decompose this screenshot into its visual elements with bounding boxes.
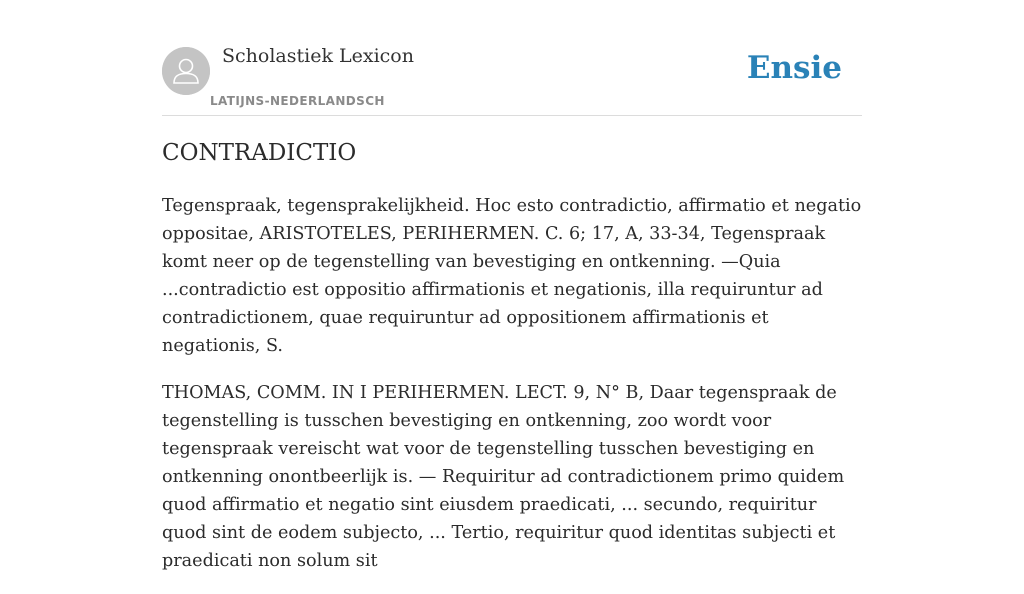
entry-body <box>162 192 862 594</box>
page <box>162 0 862 571</box>
header <box>162 0 862 116</box>
entry-paragraph: Tegenspraak, tegensprakelijkheid. Hoc esto contradictio, affirmatio et negatio oppositae, ARISTOTELES, PERIHERMEN. C. 6; 17, A, 33-34, Tegenspraak komt neer op de tegenstelling van bevestiging en ontkenning. —Quia ...contradictio est oppositio affirmationis et negationis, illa requiruntur ad contradictionem, quae requiruntur ad oppositionem affirmationis et negationis, S. <box>162 196 862 356</box>
user-icon[interactable] <box>162 47 210 95</box>
entry-title: CONTRADICTIO <box>162 140 357 166</box>
entry-paragraph: THOMAS, COMM. IN I PERIHERMEN. LECT. 9, N° B, Daar tegenspraak de tegenstelling is tusschen bevestiging en ontkenning, zoo wordt voor tegenspraak vereischt wat voor de tegenstelling tusschen bevestiging en ontkenning onontbeerlijk is. — Requiritur ad contradictionem primo quidem quod affirmatio et negatio sint eiusdem praedicati, ... secundo, requiritur quod sint de eodem subjecto, ... Tertio, requiritur quod identitas subjecti et praedicati non solum sit <box>162 383 845 571</box>
brand-logo[interactable]: Ensie <box>746 50 842 86</box>
site-title[interactable]: Scholastiek Lexicon <box>222 45 414 67</box>
site-subtitle: LATIJNS-NEDERLANDSCH <box>210 94 385 108</box>
